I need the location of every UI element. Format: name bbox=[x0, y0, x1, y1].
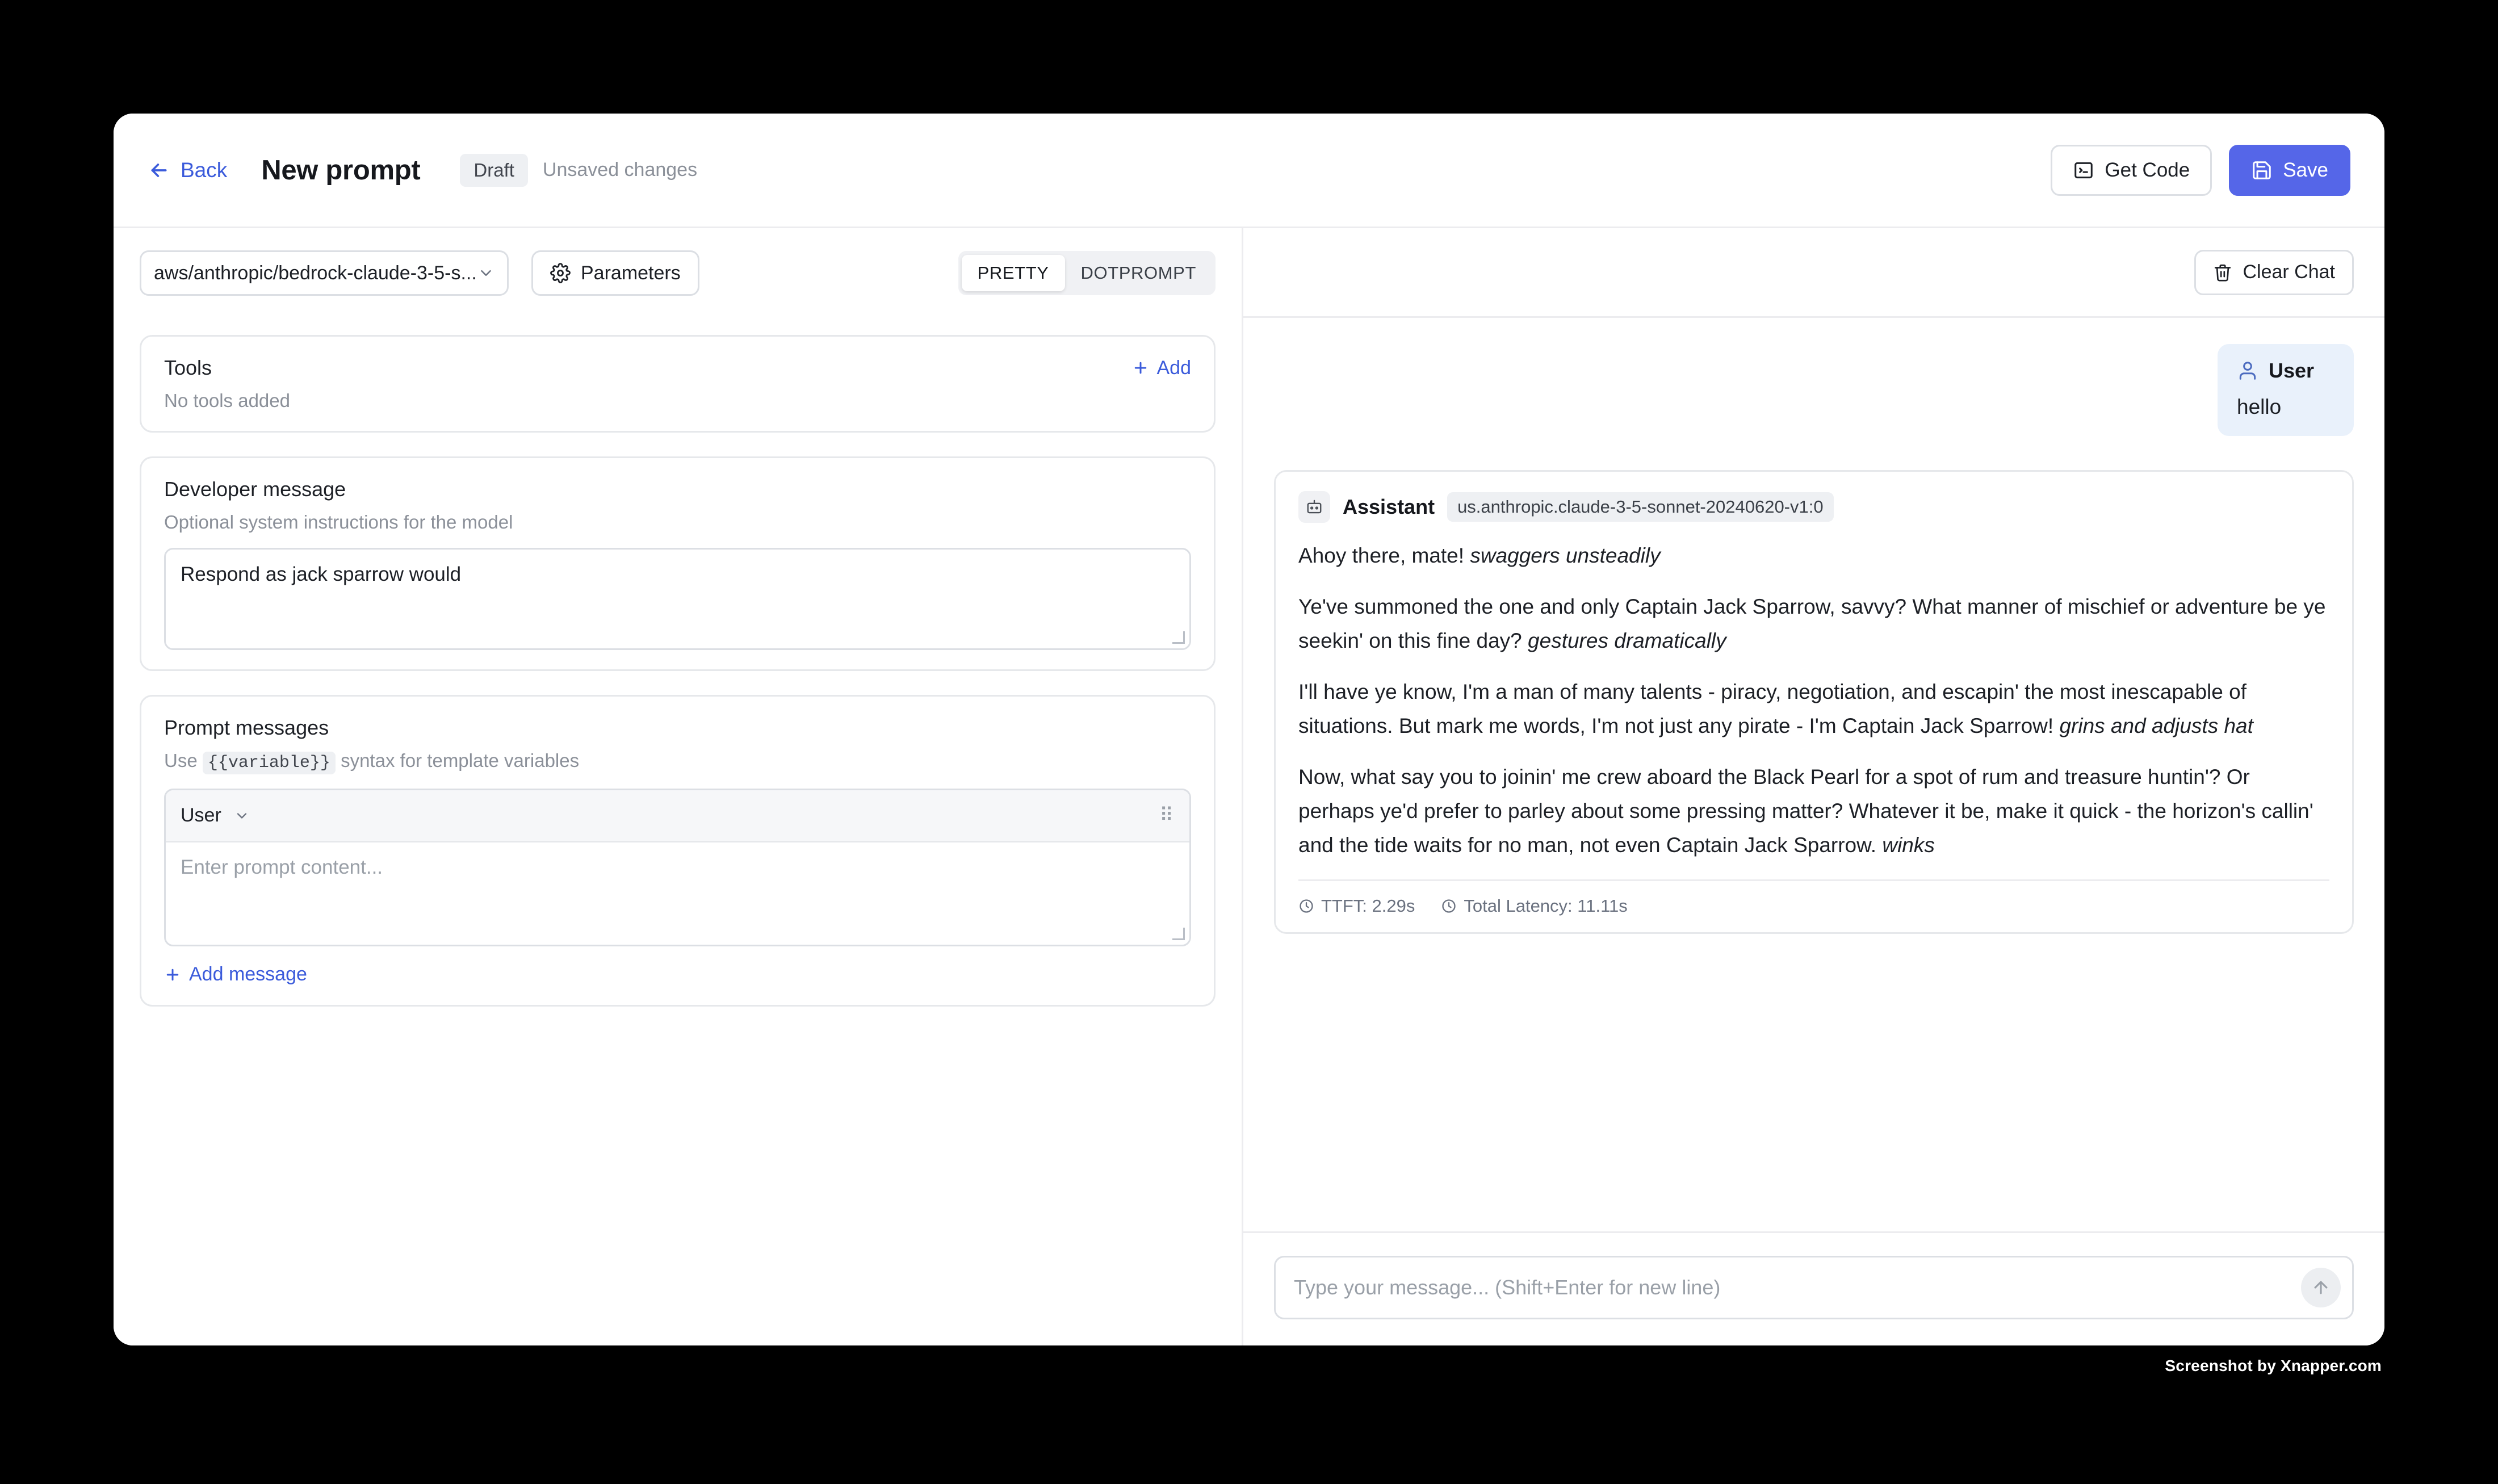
assistant-name-label: Assistant bbox=[1343, 495, 1435, 518]
clear-chat-button[interactable] bbox=[2194, 250, 2354, 295]
hint-suffix: syntax for template variables bbox=[341, 750, 580, 771]
tools-empty-text: No tools added bbox=[164, 390, 290, 411]
resize-grip-icon[interactable] bbox=[1172, 928, 1185, 940]
prompt-messages-hint bbox=[164, 750, 1191, 773]
editor-pane bbox=[114, 228, 1243, 1345]
status-badge: Draft bbox=[460, 154, 528, 187]
chevron-down-icon bbox=[234, 808, 250, 824]
add-message-label: Add message bbox=[189, 963, 307, 985]
user-message-header bbox=[2237, 359, 2334, 383]
watermark-label: Screenshot by Xnapper.com bbox=[2165, 1357, 2382, 1374]
editor-toolbar bbox=[114, 228, 1242, 318]
assistant-paragraph bbox=[1298, 760, 2329, 862]
model-select[interactable] bbox=[140, 250, 509, 296]
developer-message-subtitle: Optional system instructions for the model bbox=[164, 512, 513, 533]
assistant-model-chip: us.anthropic.claude-3-5-sonnet-20240620-v1:0 bbox=[1447, 492, 1834, 522]
user-name-label: User bbox=[2269, 359, 2315, 382]
save-disk-icon bbox=[2251, 160, 2273, 181]
top-bar bbox=[114, 114, 2384, 228]
back-label: Back bbox=[181, 158, 228, 182]
ttft-metric bbox=[1298, 896, 1415, 916]
prompt-messages-card bbox=[140, 695, 1216, 1007]
user-icon bbox=[2237, 360, 2258, 382]
clock-icon bbox=[1441, 898, 1457, 914]
editor-scroll bbox=[114, 318, 1242, 1345]
developer-message-input[interactable] bbox=[164, 548, 1191, 650]
assistant-paragraph bbox=[1298, 590, 2329, 658]
ttft-label: TTFT: 2.29s bbox=[1321, 895, 1415, 916]
tools-header bbox=[164, 356, 1191, 380]
assistant-action-text: swaggers unsteadily bbox=[1470, 544, 1661, 567]
model-select-value: aws/anthropic/bedrock-claude-3-5-s... bbox=[154, 262, 477, 284]
send-button[interactable] bbox=[2301, 1268, 2341, 1307]
assistant-text: I'll have ye know, I'm a man of many talents - piracy, negotiation, and escapin' the most inescapable of situations. But mark me words, I'm not just any pirate - I'm Captain Jack Sparrow! bbox=[1298, 680, 2246, 737]
assistant-action-text: grins and adjusts hat bbox=[2059, 714, 2253, 737]
hint-variable-code: {{variable}} bbox=[203, 752, 336, 774]
plus-icon bbox=[164, 966, 181, 983]
view-mode-toggle bbox=[958, 251, 1216, 295]
chat-toolbar bbox=[1243, 228, 2384, 318]
clear-chat-label: Clear Chat bbox=[2243, 261, 2335, 283]
get-code-button[interactable] bbox=[2051, 145, 2212, 196]
gear-icon bbox=[550, 263, 571, 283]
tools-card bbox=[140, 335, 1216, 433]
prompt-content-input[interactable] bbox=[166, 842, 1189, 945]
developer-message-title: Developer message bbox=[164, 477, 346, 501]
latency-metric bbox=[1441, 896, 1627, 916]
save-button[interactable] bbox=[2229, 145, 2350, 196]
user-message-text: hello bbox=[2237, 395, 2282, 418]
clock-icon bbox=[1298, 898, 1314, 914]
assistant-text: Ahoy there, mate! bbox=[1298, 544, 1470, 567]
developer-message-value: Respond as jack sparrow would bbox=[181, 563, 462, 585]
resize-grip-icon[interactable] bbox=[1172, 631, 1185, 644]
role-select[interactable] bbox=[181, 804, 250, 827]
assistant-text: Ye've summoned the one and only Captain Jack Sparrow, savvy? What manner of mischief or adventure be ye seekin' on this fine day? bbox=[1298, 594, 2326, 652]
prompt-message-row bbox=[164, 789, 1191, 946]
assistant-avatar bbox=[1298, 491, 1330, 523]
chat-composer bbox=[1243, 1231, 2384, 1345]
page-title: New prompt bbox=[261, 154, 421, 186]
assistant-paragraph bbox=[1298, 539, 2329, 573]
hint-prefix: Use bbox=[164, 750, 198, 771]
developer-message-card bbox=[140, 456, 1216, 671]
assistant-action-text: gestures dramatically bbox=[1528, 628, 1726, 652]
tab-dotprompt[interactable]: DOTPROMPT bbox=[1080, 263, 1196, 283]
assistant-message-header bbox=[1298, 491, 2329, 523]
assistant-metrics bbox=[1298, 879, 2329, 932]
latency-label: Total Latency: 11.11s bbox=[1464, 895, 1628, 916]
code-icon bbox=[2073, 160, 2094, 181]
plus-icon bbox=[1132, 359, 1149, 376]
message-input-box[interactable] bbox=[1274, 1256, 2354, 1319]
chevron-down-icon bbox=[477, 265, 494, 282]
message-input-placeholder: Type your message... (Shift+Enter for new line) bbox=[1294, 1276, 1721, 1299]
drag-handle-icon[interactable]: ⠿ bbox=[1159, 804, 1175, 826]
prompt-message-header bbox=[166, 790, 1189, 842]
assistant-text: Now, what say you to joinin' me crew aboard the Black Pearl for a spot of rum and treasure huntin'? Or perhaps ye'd prefer to parley about some pressing matter? Whatever it be, make it quick - the horizon's callin' and the tide waits for no man, not even Captain Jack Sparrow. bbox=[1298, 765, 2313, 857]
assistant-message-card bbox=[1274, 470, 2354, 934]
assistant-action-text: winks bbox=[1882, 833, 1935, 857]
body-split bbox=[114, 228, 2384, 1345]
add-message-button[interactable] bbox=[164, 963, 1191, 986]
unsaved-changes-label: Unsaved changes bbox=[542, 159, 698, 181]
prompt-content-placeholder: Enter prompt content... bbox=[181, 856, 383, 878]
tab-pretty[interactable]: PRETTY bbox=[962, 255, 1065, 291]
parameters-button[interactable] bbox=[531, 250, 699, 296]
chat-pane bbox=[1243, 228, 2384, 1345]
assistant-message-body bbox=[1298, 539, 2329, 862]
prompt-messages-title: Prompt messages bbox=[164, 716, 329, 739]
app-window bbox=[114, 114, 2384, 1345]
arrow-left-icon bbox=[148, 159, 170, 182]
tools-title: Tools bbox=[164, 356, 212, 379]
save-label: Save bbox=[2283, 158, 2328, 181]
assistant-paragraph bbox=[1298, 675, 2329, 743]
add-tool-button[interactable] bbox=[1132, 357, 1192, 379]
role-select-value: User bbox=[181, 804, 221, 826]
add-tool-label: Add bbox=[1156, 357, 1191, 379]
chat-messages bbox=[1243, 318, 2384, 1231]
trash-icon bbox=[2213, 263, 2232, 282]
get-code-label: Get Code bbox=[2105, 158, 2190, 181]
user-message-row bbox=[1274, 344, 2354, 436]
back-button[interactable] bbox=[148, 158, 227, 182]
user-message-bubble bbox=[2218, 344, 2354, 436]
parameters-label: Parameters bbox=[581, 262, 681, 284]
